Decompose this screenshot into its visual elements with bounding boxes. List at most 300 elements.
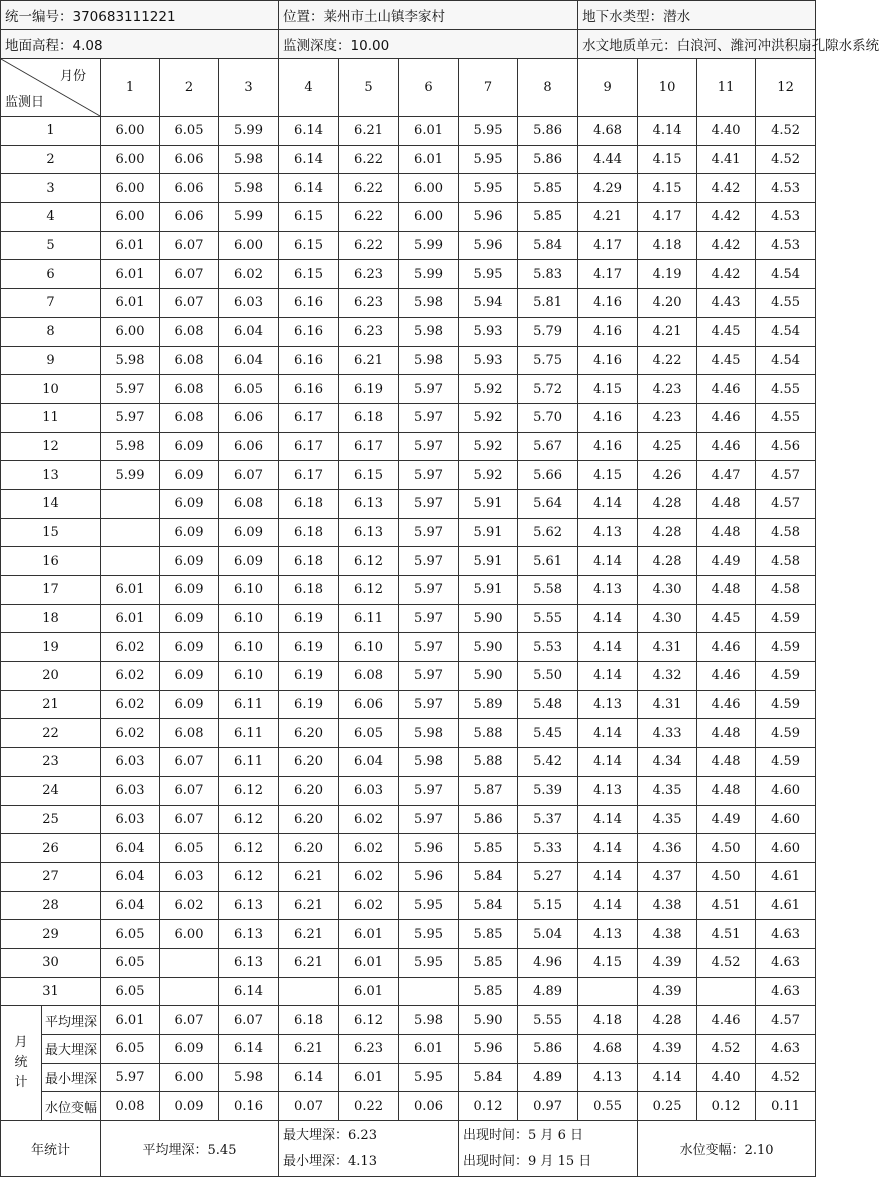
depth-cell: 6.09 [160, 432, 219, 461]
depth-cell: 6.21 [279, 891, 339, 920]
depth-cell: 4.30 [638, 576, 697, 605]
table-row [1, 977, 816, 1006]
depth-cell: 4.53 [756, 174, 816, 203]
depth-cell: 4.21 [638, 317, 697, 346]
depth-cell: 4.57 [756, 489, 816, 518]
depth-cell: 4.36 [638, 834, 697, 863]
corner-day-label: 监测日 [5, 95, 45, 110]
depth-cell: 5.95 [399, 891, 459, 920]
depth-cell: 5.15 [518, 891, 578, 920]
stat-value-cell: 4.46 [697, 1006, 756, 1035]
depth-cell: 5.95 [399, 920, 459, 949]
depth-cell: 5.75 [518, 346, 578, 375]
header-row-2 [1, 30, 816, 59]
stat-value-cell: 6.14 [219, 1035, 279, 1064]
depth-cell [160, 977, 219, 1006]
month-header-1: 1 [101, 59, 160, 117]
depth-cell: 4.15 [578, 948, 638, 977]
hydrogeologic-unit: 水文地质单元：白浪河、潍河冲洪积扇孔隙水系统 [578, 30, 816, 59]
depth-cell: 5.95 [459, 174, 518, 203]
depth-cell: 5.92 [459, 461, 518, 490]
depth-cell: 6.02 [339, 834, 399, 863]
table-row [1, 805, 816, 834]
stat-value-cell: 0.97 [518, 1092, 578, 1121]
day-label: 14 [1, 489, 101, 518]
depth-cell: 5.90 [459, 662, 518, 691]
table-row [1, 489, 816, 518]
depth-cell: 4.32 [638, 662, 697, 691]
stat-value-cell: 0.12 [459, 1092, 518, 1121]
table-row [1, 289, 816, 318]
depth-cell: 5.62 [518, 518, 578, 547]
depth-cell: 5.86 [518, 117, 578, 146]
depth-cell: 5.97 [399, 690, 459, 719]
depth-cell: 4.54 [756, 346, 816, 375]
depth-cell: 5.48 [518, 690, 578, 719]
stat-value-cell: 0.09 [160, 1092, 219, 1121]
depth-cell: 5.97 [399, 461, 459, 490]
depth-cell: 6.02 [339, 862, 399, 891]
depth-cell: 6.20 [279, 719, 339, 748]
depth-cell: 6.09 [160, 489, 219, 518]
depth-cell: 4.42 [697, 174, 756, 203]
depth-cell: 5.90 [459, 604, 518, 633]
depth-cell: 6.13 [339, 518, 399, 547]
depth-cell [578, 977, 638, 1006]
depth-cell: 6.22 [339, 174, 399, 203]
depth-cell: 4.49 [697, 805, 756, 834]
stat-value-cell: 4.52 [756, 1063, 816, 1092]
depth-cell: 4.35 [638, 805, 697, 834]
depth-cell: 6.01 [101, 604, 160, 633]
station-location: 位置：莱州市土山镇李家村 [279, 1, 578, 30]
depth-cell: 4.16 [578, 432, 638, 461]
stat-value-cell: 0.07 [279, 1092, 339, 1121]
depth-cell: 4.59 [756, 719, 816, 748]
depth-cell: 5.97 [399, 776, 459, 805]
day-label: 10 [1, 375, 101, 404]
depth-cell: 4.15 [638, 174, 697, 203]
monthly-stat-row [1, 1035, 816, 1064]
depth-cell: 4.33 [638, 719, 697, 748]
depth-cell: 6.19 [279, 604, 339, 633]
depth-cell: 5.88 [459, 719, 518, 748]
depth-cell: 5.97 [399, 633, 459, 662]
depth-cell: 5.86 [518, 145, 578, 174]
depth-cell: 5.99 [219, 117, 279, 146]
stat-value-cell: 6.12 [339, 1006, 399, 1035]
depth-cell: 4.14 [578, 662, 638, 691]
depth-cell: 5.91 [459, 576, 518, 605]
depth-cell: 6.07 [219, 461, 279, 490]
depth-cell: 4.23 [638, 403, 697, 432]
table-row [1, 346, 816, 375]
depth-cell: 4.20 [638, 289, 697, 318]
depth-cell: 6.06 [219, 432, 279, 461]
depth-cell: 6.02 [101, 633, 160, 662]
table-row [1, 547, 816, 576]
depth-cell: 4.61 [756, 862, 816, 891]
stat-value-cell: 5.55 [518, 1006, 578, 1035]
depth-cell: 6.22 [339, 203, 399, 232]
depth-cell: 4.59 [756, 604, 816, 633]
stat-value-cell: 6.00 [160, 1063, 219, 1092]
depth-cell: 6.14 [219, 977, 279, 1006]
depth-cell: 6.15 [279, 231, 339, 260]
depth-cell: 4.34 [638, 748, 697, 777]
depth-cell: 6.11 [219, 748, 279, 777]
depth-cell: 6.20 [279, 748, 339, 777]
depth-cell: 6.13 [219, 948, 279, 977]
depth-cell: 5.33 [518, 834, 578, 863]
depth-cell: 6.12 [219, 862, 279, 891]
depth-cell: 4.37 [638, 862, 697, 891]
table-row [1, 432, 816, 461]
depth-cell: 5.89 [459, 690, 518, 719]
depth-cell: 4.48 [697, 489, 756, 518]
table-row [1, 690, 816, 719]
month-header-11: 11 [697, 59, 756, 117]
depth-cell: 4.19 [638, 260, 697, 289]
depth-cell: 5.79 [518, 317, 578, 346]
depth-cell: 4.14 [578, 633, 638, 662]
day-label: 28 [1, 891, 101, 920]
day-label: 30 [1, 948, 101, 977]
depth-cell: 4.30 [638, 604, 697, 633]
depth-cell: 4.40 [697, 117, 756, 146]
stat-value-cell: 0.25 [638, 1092, 697, 1121]
month-header-12: 12 [756, 59, 816, 117]
depth-cell: 4.55 [756, 375, 816, 404]
depth-cell: 6.00 [101, 317, 160, 346]
depth-cell: 6.01 [399, 145, 459, 174]
depth-cell: 6.18 [279, 518, 339, 547]
corner-month-label: 月份 [59, 69, 86, 84]
depth-cell: 5.95 [459, 260, 518, 289]
day-label: 13 [1, 461, 101, 490]
depth-cell: 6.03 [101, 748, 160, 777]
depth-cell: 4.46 [697, 690, 756, 719]
depth-cell: 5.92 [459, 432, 518, 461]
stat-value-cell: 6.18 [279, 1006, 339, 1035]
depth-cell: 4.16 [578, 289, 638, 318]
depth-cell: 6.19 [279, 662, 339, 691]
depth-cell: 6.07 [160, 289, 219, 318]
depth-cell: 5.97 [101, 375, 160, 404]
stat-value-cell: 5.98 [399, 1006, 459, 1035]
depth-cell: 6.06 [160, 203, 219, 232]
depth-cell: 6.00 [101, 145, 160, 174]
depth-cell: 6.21 [279, 920, 339, 949]
depth-cell: 6.02 [339, 805, 399, 834]
depth-cell: 4.48 [697, 518, 756, 547]
table-row [1, 203, 816, 232]
depth-cell: 5.84 [518, 231, 578, 260]
group-label-char: 统 [14, 1055, 28, 1071]
depth-cell: 5.55 [518, 604, 578, 633]
depth-cell: 6.04 [219, 317, 279, 346]
depth-cell: 4.42 [697, 260, 756, 289]
depth-cell: 6.13 [219, 920, 279, 949]
depth-cell: 6.10 [219, 633, 279, 662]
depth-cell: 6.01 [399, 117, 459, 146]
depth-cell: 6.18 [339, 403, 399, 432]
depth-cell: 4.55 [756, 289, 816, 318]
depth-cell: 4.54 [756, 317, 816, 346]
day-label: 9 [1, 346, 101, 375]
stat-value-cell: 0.06 [399, 1092, 459, 1121]
depth-cell: 5.96 [459, 231, 518, 260]
depth-cell: 4.63 [756, 920, 816, 949]
depth-cell: 6.07 [160, 260, 219, 289]
day-label: 25 [1, 805, 101, 834]
depth-cell: 4.17 [578, 231, 638, 260]
depth-cell: 6.01 [339, 948, 399, 977]
depth-cell: 6.06 [219, 403, 279, 432]
day-label: 5 [1, 231, 101, 260]
depth-cell: 6.12 [219, 834, 279, 863]
depth-cell: 5.83 [518, 260, 578, 289]
depth-cell: 6.05 [219, 375, 279, 404]
depth-cell: 4.14 [578, 547, 638, 576]
day-label: 21 [1, 690, 101, 719]
day-label: 19 [1, 633, 101, 662]
depth-cell: 6.13 [219, 891, 279, 920]
depth-cell: 5.85 [459, 834, 518, 863]
day-label: 6 [1, 260, 101, 289]
depth-cell: 4.51 [697, 920, 756, 949]
depth-cell: 5.39 [518, 776, 578, 805]
depth-cell: 4.50 [697, 834, 756, 863]
depth-cell: 6.09 [160, 633, 219, 662]
depth-cell: 6.03 [339, 776, 399, 805]
monthly-stats-group-label [1, 1006, 42, 1121]
monthly-stat-row [1, 1063, 816, 1092]
depth-cell: 4.57 [756, 461, 816, 490]
depth-cell: 6.12 [339, 576, 399, 605]
depth-cell [697, 977, 756, 1006]
depth-cell: 4.46 [697, 403, 756, 432]
depth-cell: 5.85 [459, 977, 518, 1006]
depth-cell: 5.53 [518, 633, 578, 662]
station-id: 统一编号：370683111221 [1, 1, 279, 30]
table-row [1, 862, 816, 891]
depth-cell: 6.03 [101, 805, 160, 834]
depth-cell: 4.14 [578, 604, 638, 633]
depth-cell: 4.50 [697, 862, 756, 891]
table-row [1, 776, 816, 805]
depth-cell: 4.49 [697, 547, 756, 576]
depth-cell: 5.95 [399, 948, 459, 977]
depth-cell: 6.17 [279, 403, 339, 432]
depth-cell: 6.18 [279, 576, 339, 605]
depth-cell: 4.13 [578, 920, 638, 949]
depth-cell: 4.52 [697, 948, 756, 977]
month-header-9: 9 [578, 59, 638, 117]
table-row [1, 403, 816, 432]
depth-cell: 6.09 [160, 604, 219, 633]
month-header-7: 7 [459, 59, 518, 117]
depth-cell: 5.95 [459, 117, 518, 146]
depth-cell: 6.12 [339, 547, 399, 576]
table-row [1, 231, 816, 260]
depth-cell: 6.01 [339, 920, 399, 949]
table-row [1, 834, 816, 863]
depth-cell [101, 489, 160, 518]
depth-cell: 6.02 [219, 260, 279, 289]
depth-cell: 6.10 [219, 604, 279, 633]
depth-cell: 6.04 [101, 834, 160, 863]
depth-cell: 5.98 [399, 748, 459, 777]
monthly-stat-row [1, 1006, 816, 1035]
depth-cell: 5.93 [459, 346, 518, 375]
stat-value-cell: 4.39 [638, 1035, 697, 1064]
depth-cell: 4.14 [578, 748, 638, 777]
depth-cell: 6.21 [339, 117, 399, 146]
depth-cell: 4.15 [638, 145, 697, 174]
depth-cell: 5.81 [518, 289, 578, 318]
depth-cell: 6.21 [339, 346, 399, 375]
depth-cell: 6.04 [219, 346, 279, 375]
stat-value-cell: 0.55 [578, 1092, 638, 1121]
table-row [1, 891, 816, 920]
depth-cell: 6.09 [160, 518, 219, 547]
depth-cell: 6.00 [101, 117, 160, 146]
depth-cell: 6.02 [101, 662, 160, 691]
depth-cell: 4.39 [638, 948, 697, 977]
annual-avg-depth: 平均埋深：5.45 [101, 1121, 279, 1177]
depth-cell: 6.08 [160, 375, 219, 404]
depth-cell: 6.03 [160, 862, 219, 891]
depth-cell: 6.22 [339, 231, 399, 260]
table-row [1, 662, 816, 691]
stat-value-cell: 4.57 [756, 1006, 816, 1035]
depth-cell: 5.86 [459, 805, 518, 834]
depth-cell: 6.09 [160, 576, 219, 605]
depth-cell: 6.17 [279, 432, 339, 461]
stat-value-cell: 5.97 [101, 1063, 160, 1092]
depth-cell: 6.15 [279, 260, 339, 289]
depth-cell: 6.11 [219, 690, 279, 719]
depth-cell: 5.96 [399, 862, 459, 891]
depth-cell: 5.98 [219, 174, 279, 203]
depth-cell: 4.16 [578, 346, 638, 375]
table-row [1, 117, 816, 146]
depth-cell: 4.48 [697, 719, 756, 748]
stat-value-cell: 5.98 [219, 1063, 279, 1092]
ground-elevation: 地面高程：4.08 [1, 30, 279, 59]
depth-cell: 4.58 [756, 576, 816, 605]
depth-cell: 5.67 [518, 432, 578, 461]
depth-cell: 5.61 [518, 547, 578, 576]
depth-cell: 4.17 [638, 203, 697, 232]
depth-cell: 5.87 [459, 776, 518, 805]
depth-cell: 4.26 [638, 461, 697, 490]
depth-cell: 5.85 [459, 920, 518, 949]
day-label: 4 [1, 203, 101, 232]
depth-cell: 6.07 [160, 231, 219, 260]
depth-cell: 6.09 [219, 518, 279, 547]
day-label: 1 [1, 117, 101, 146]
depth-cell: 5.97 [399, 604, 459, 633]
depth-cell: 6.19 [279, 690, 339, 719]
depth-cell: 5.92 [459, 375, 518, 404]
depth-cell: 6.04 [101, 891, 160, 920]
depth-cell: 6.15 [279, 203, 339, 232]
depth-cell: 4.13 [578, 776, 638, 805]
stat-value-cell: 4.14 [638, 1063, 697, 1092]
day-label: 24 [1, 776, 101, 805]
header-row-1 [1, 1, 816, 30]
depth-cell: 4.59 [756, 690, 816, 719]
depth-cell: 6.14 [279, 174, 339, 203]
stat-value-cell: 6.14 [279, 1063, 339, 1092]
depth-cell: 6.01 [101, 576, 160, 605]
depth-cell: 5.85 [518, 174, 578, 203]
stat-value-cell: 0.12 [697, 1092, 756, 1121]
depth-cell [101, 547, 160, 576]
depth-cell: 4.47 [697, 461, 756, 490]
depth-cell: 6.08 [160, 317, 219, 346]
depth-cell: 4.13 [578, 518, 638, 547]
depth-cell: 6.18 [279, 489, 339, 518]
depth-cell: 5.58 [518, 576, 578, 605]
depth-cell: 5.97 [399, 662, 459, 691]
depth-cell: 4.22 [638, 346, 697, 375]
depth-cell: 4.52 [756, 145, 816, 174]
depth-cell: 4.89 [518, 977, 578, 1006]
depth-cell: 6.11 [339, 604, 399, 633]
depth-cell [279, 977, 339, 1006]
depth-cell: 5.85 [518, 203, 578, 232]
depth-cell: 6.05 [339, 719, 399, 748]
annual-stat-line: 最大埋深：6.23 [283, 1127, 377, 1143]
depth-cell: 4.55 [756, 403, 816, 432]
depth-cell: 4.21 [578, 203, 638, 232]
depth-cell: 5.93 [459, 317, 518, 346]
depth-cell: 6.12 [219, 805, 279, 834]
depth-cell: 6.16 [279, 317, 339, 346]
depth-cell: 4.63 [756, 948, 816, 977]
depth-cell: 4.56 [756, 432, 816, 461]
depth-cell: 4.13 [578, 576, 638, 605]
depth-cell: 6.08 [160, 346, 219, 375]
depth-cell: 5.85 [459, 948, 518, 977]
depth-cell: 5.88 [459, 748, 518, 777]
depth-cell: 6.05 [160, 834, 219, 863]
depth-cell: 4.39 [638, 977, 697, 1006]
depth-cell: 6.10 [219, 662, 279, 691]
day-label: 26 [1, 834, 101, 863]
annual-stat-line: 最小埋深：4.13 [283, 1153, 377, 1169]
table-row [1, 375, 816, 404]
depth-cell: 4.14 [578, 862, 638, 891]
depth-cell: 6.10 [219, 576, 279, 605]
table-row [1, 748, 816, 777]
depth-cell: 4.61 [756, 891, 816, 920]
depth-cell: 4.14 [578, 489, 638, 518]
stat-value-cell: 6.01 [399, 1035, 459, 1064]
depth-cell: 5.96 [399, 834, 459, 863]
depth-cell [101, 518, 160, 547]
depth-cell: 6.01 [101, 289, 160, 318]
depth-cell: 6.08 [219, 489, 279, 518]
depth-cell: 6.02 [160, 891, 219, 920]
depth-cell: 5.97 [399, 432, 459, 461]
month-header-4: 4 [279, 59, 339, 117]
depth-cell: 4.25 [638, 432, 697, 461]
depth-cell: 6.17 [279, 461, 339, 490]
